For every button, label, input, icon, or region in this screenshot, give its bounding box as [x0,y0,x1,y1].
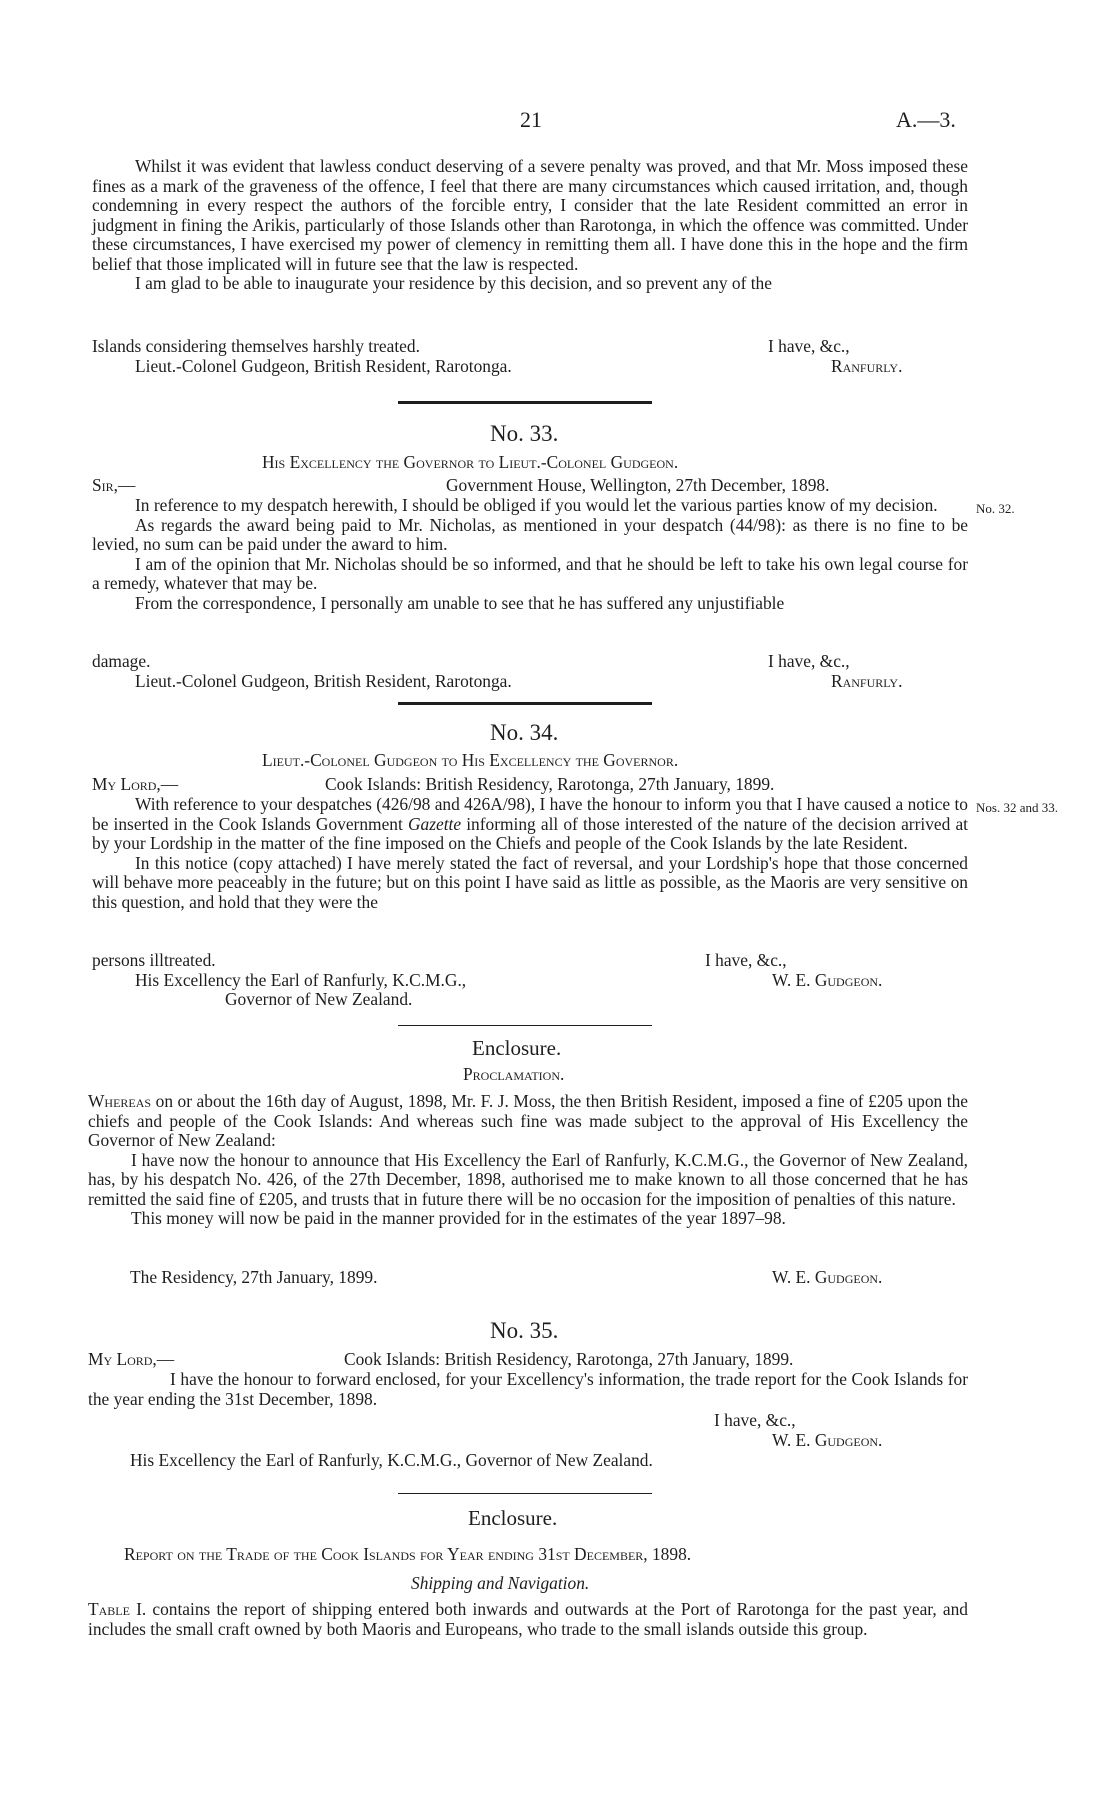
s1-paragraph-1: Whilst it was evident that lawless conduct deserving of a severe penalty was proved, and that Mr. Moss imposed these fines as a mark of the graveness of the offence, I feel that there are many circumstances which caused irritation, and, though condemning in every respect the authors of the forcible entry, I consider that the late Resident committed an error in judgment in fining the Arikis, particularly of those Islands other than Rarotonga, in which the offence was committed. Under these circumstances, I have exercised my power of clemency in remitting them all. I have done this in the hope and the firm belief that those implicated will in future see that the law is respected. [92,156,968,274]
s1-signature: Ranfurly. [831,356,903,376]
gazette-italic: Gazette [407,813,462,834]
no33-title-text: His Excellency the Governor to Lieut.-Colonel Gudgeon. [262,452,679,472]
s1-close: I have, &c., [768,336,850,356]
no33-last-line: damage. [92,651,151,671]
separator-rule [398,1025,652,1026]
no33-title [262,453,678,473]
no33-paragraph-4: From the correspondence, I personally am unable to see that he has suffered any unjustifiable [135,592,785,613]
no33-margin-note: No. 32. [976,501,1015,516]
no34-title: Lieut.-Colonel Gudgeon to His Excellency the Governor. [262,750,679,770]
s1-last-line: Islands considering themselves harshly treated. [92,336,420,356]
document-reference: A.—3. [896,107,956,132]
no35-dateline: Cook Islands: British Residency, Rarotonga, 27th January, 1899. [344,1349,794,1369]
no34-addressee: His Excellency the Earl of Ranfurly, K.C.M.G., [135,970,467,990]
no34-signature: W. E. Gudgeon. [772,970,883,990]
no33-close: I have, &c., [768,651,850,671]
enc1-paragraph-3: This money will now be paid in the manner provided for in the estimates of the year 1897–98. [131,1208,786,1228]
enc2-paragraph-1 [88,1600,968,1639]
s1-body [92,157,968,294]
enc2-body [88,1600,968,1639]
enc2-p1-text: contains the report of shipping entered both inwards and outwards at the Port of Rarotonga for the past year, and includes the small craft owned by both Maoris and Europeans, who trade to the small islands outside this group. [88,1599,968,1639]
no34-paragraph-2: In this notice (copy attached) I have merely stated the fact of reversal, and your Lordship's hope that those concerned will behave more peaceably in the future; but on this point I have said as little as possible, as the Maoris are very sensitive on this question, and hold that they were the [92,852,968,912]
enc1-paragraph-1 [88,1092,968,1151]
enc1-signature: W. E. Gudgeon. [772,1267,883,1287]
no35-salutation: My Lord,— [88,1349,175,1369]
no35-heading: No. 35. [490,1318,559,1343]
enc2-section-text: Shipping and Navigation. [411,1573,590,1593]
no33-addressee: Lieut.-Colonel Gudgeon, British Resident, Rarotonga. [135,671,512,691]
no34-heading: No. 34. [490,720,559,745]
enc1-heading: Enclosure. [472,1036,562,1060]
no34-dateline: Cook Islands: British Residency, Rarotonga, 27th January, 1899. [325,774,775,794]
no34-last-line: persons illtreated. [92,950,216,970]
no35-paragraph-1: I have the honour to forward enclosed, for your Excellency's information, the trade report for the Cook Islands for the year ending the 31st December, 1898. [88,1369,968,1409]
whereas-lead: Whereas [88,1091,152,1111]
no35-body [88,1370,968,1409]
no35-signature: W. E. Gudgeon. [772,1430,883,1450]
no33-paragraph-1: In reference to my despatch herewith, I should be obliged if you would let the various parties know of my decision. [135,495,938,515]
no35-addressee: His Excellency the Earl of Ranfurly, K.C.M.G., Governor of New Zealand. [130,1450,653,1470]
s1-addressee: Lieut.-Colonel Gudgeon, British Resident, Rarotonga. [135,356,512,376]
separator-rule [398,702,652,705]
enc2-title: Report on the Trade of the Cook Islands for Year ending 31st December, 1898. [124,1544,692,1564]
no34-p1-after: informing all of those interested of the nature of the decision arrived at by your Lordship in the matter of the fine imposed on the Chiefs and people of the Cook Islands by the late Resident. [92,813,968,853]
enc1-dateline: The Residency, 27th January, 1899. [130,1267,378,1287]
no33-dateline: Government House, Wellington, 27th December, 1898. [446,475,830,495]
enc2-heading: Enclosure. [468,1506,558,1530]
no33-signature: Ranfurly. [831,671,903,691]
enc1-p1-text: on or about the 16th day of August, 1898, Mr. F. J. Moss, the then British Resident, imposed a fine of £205 upon the chiefs and people of the Cook Islands: And whereas such fine was made subject to the approval of His Excellency the Governor of New Zealand: [88,1091,968,1150]
s1-paragraph-2: I am glad to be able to inaugurate your residence by this decision, and so prevent any of the [135,273,772,293]
no33-paragraph-3: I am of the opinion that Mr. Nicholas should be so informed, and that he should be left to take his own legal course for a remedy, whatever that may be. [92,553,968,593]
enc1-body [88,1092,968,1229]
separator-rule [398,401,652,404]
no34-salutation: My Lord,— [92,774,179,794]
page-number: 21 [520,107,542,132]
no33-body [92,496,968,613]
no33-salutation: Sir,— [92,475,136,495]
table-lead: Table I. [88,1599,147,1619]
no35-close: I have, &c., [714,1410,796,1430]
no34-addressee-2: Governor of New Zealand. [225,989,413,1009]
enc2-section [411,1574,589,1594]
no34-p1-before: With reference to your despatches (426/98 and 426A/98), I have the honour to inform you that I have caused a notice to be inserted in the Cook Islands Government [92,794,968,834]
no34-body [92,795,968,912]
enc1-paragraph-2: I have now the honour to announce that His Excellency the Earl of Ranfurly, K.C.M.G., the Governor of New Zealand, has, by his despatch No. 426, of the 27th December, 1898, authorised me to make known to all those concerned that he has remitted the said fine of £205, and trusts that in future there will be no occasion for the imposition of penalties of this nature. [88,1149,968,1209]
enc1-subheading: Proclamation. [463,1064,565,1084]
separator-rule [398,1493,652,1494]
no34-margin-note: Nos. 32 and 33. [976,800,1058,815]
no33-heading: No. 33. [490,421,559,446]
no34-close: I have, &c., [705,950,787,970]
no34-paragraph-1 [92,795,968,854]
no33-paragraph-2: As regards the award being paid to Mr. Nicholas, as mentioned in your despatch (44/98): as there is no fine to be levied, no sum can be paid under the award to him. [92,514,968,554]
